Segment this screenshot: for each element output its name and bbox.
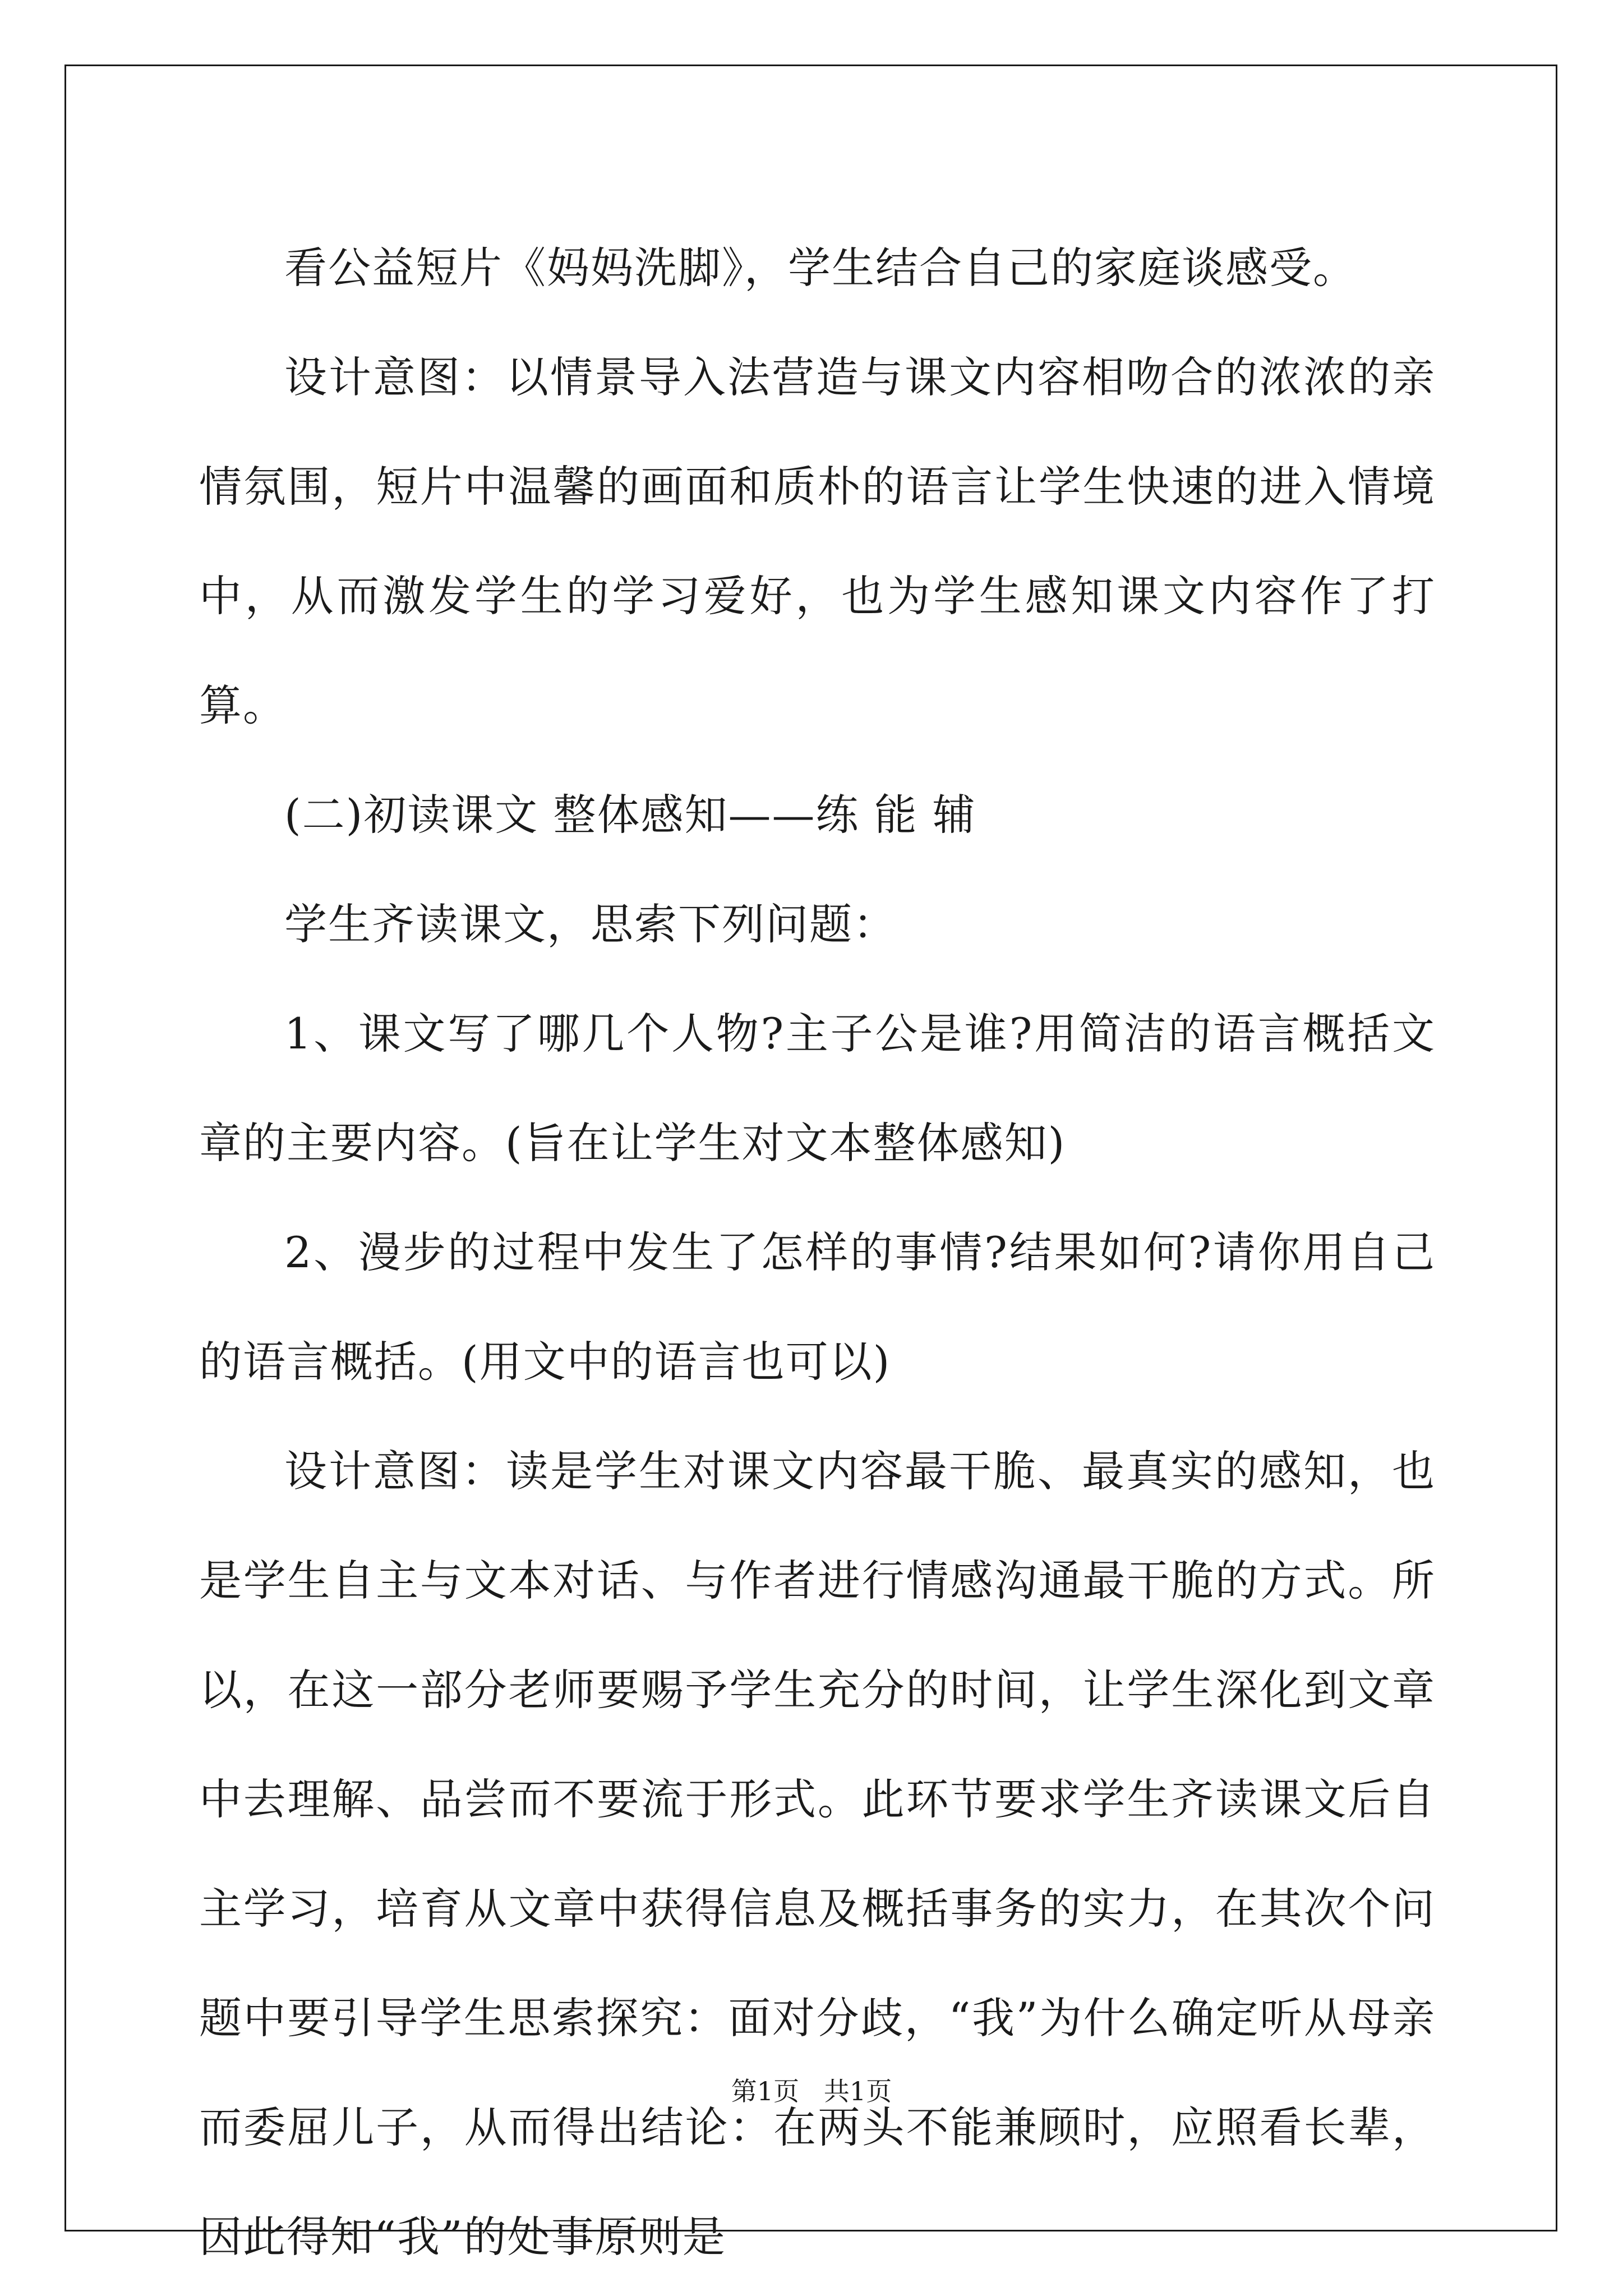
question-1: 1、课文写了哪几个人物?主子公是谁?用简洁的语言概括文章的主要内容。(旨在让学生对文本整体感知) <box>199 1009 1436 1168</box>
paragraph-design-intent-1: 设计意图：以情景导入法营造与课文内容相吻合的浓浓的亲情氛围，短片中温馨的画面和质朴的语言让学生快速的进入情境中，从而激发学生的学习爱好，也为学生感知课文内容作了打算。 <box>199 352 1436 730</box>
paragraph-read-aloud: 学生齐读课文，思索下列问题： <box>284 899 897 949</box>
section-heading-first-reading: (二)初读课文 整体感知——练 能 辅 <box>284 790 976 840</box>
page-number-footer: 第1页 共1页 <box>731 2076 892 2106</box>
paragraph-design-intent-2: 设计意图：读是学生对课文内容最干脆、最真实的感知，也是学生自主与文本对话、与作者进行情感沟通最干脆的方式。所以，在这一部分老师要赐予学生充分的时间，让学生深化到文章中去理解、品尝而不要流于形式。此环节要求学生齐读课文后自主学习，培育从文章中获得信息及概括事务的实力，在其次个问题中要引导学生思索探究：面对分歧，“我”为什么确定听从母亲而委屈儿子，从而得出结论：在两头不能兼顾时，应照看长辈，因此得知“我”的处事原则是 <box>199 1446 1436 2262</box>
question-2: 2、漫步的过程中发生了怎样的事情?结果如何?请你用自己的语言概括。(用文中的语言也可以) <box>199 1227 1436 1387</box>
paragraph-video-intro: 看公益短片《妈妈洗脚》，学生结合自己的家庭谈感受。 <box>284 243 1357 293</box>
document-body <box>199 213 1436 2292</box>
